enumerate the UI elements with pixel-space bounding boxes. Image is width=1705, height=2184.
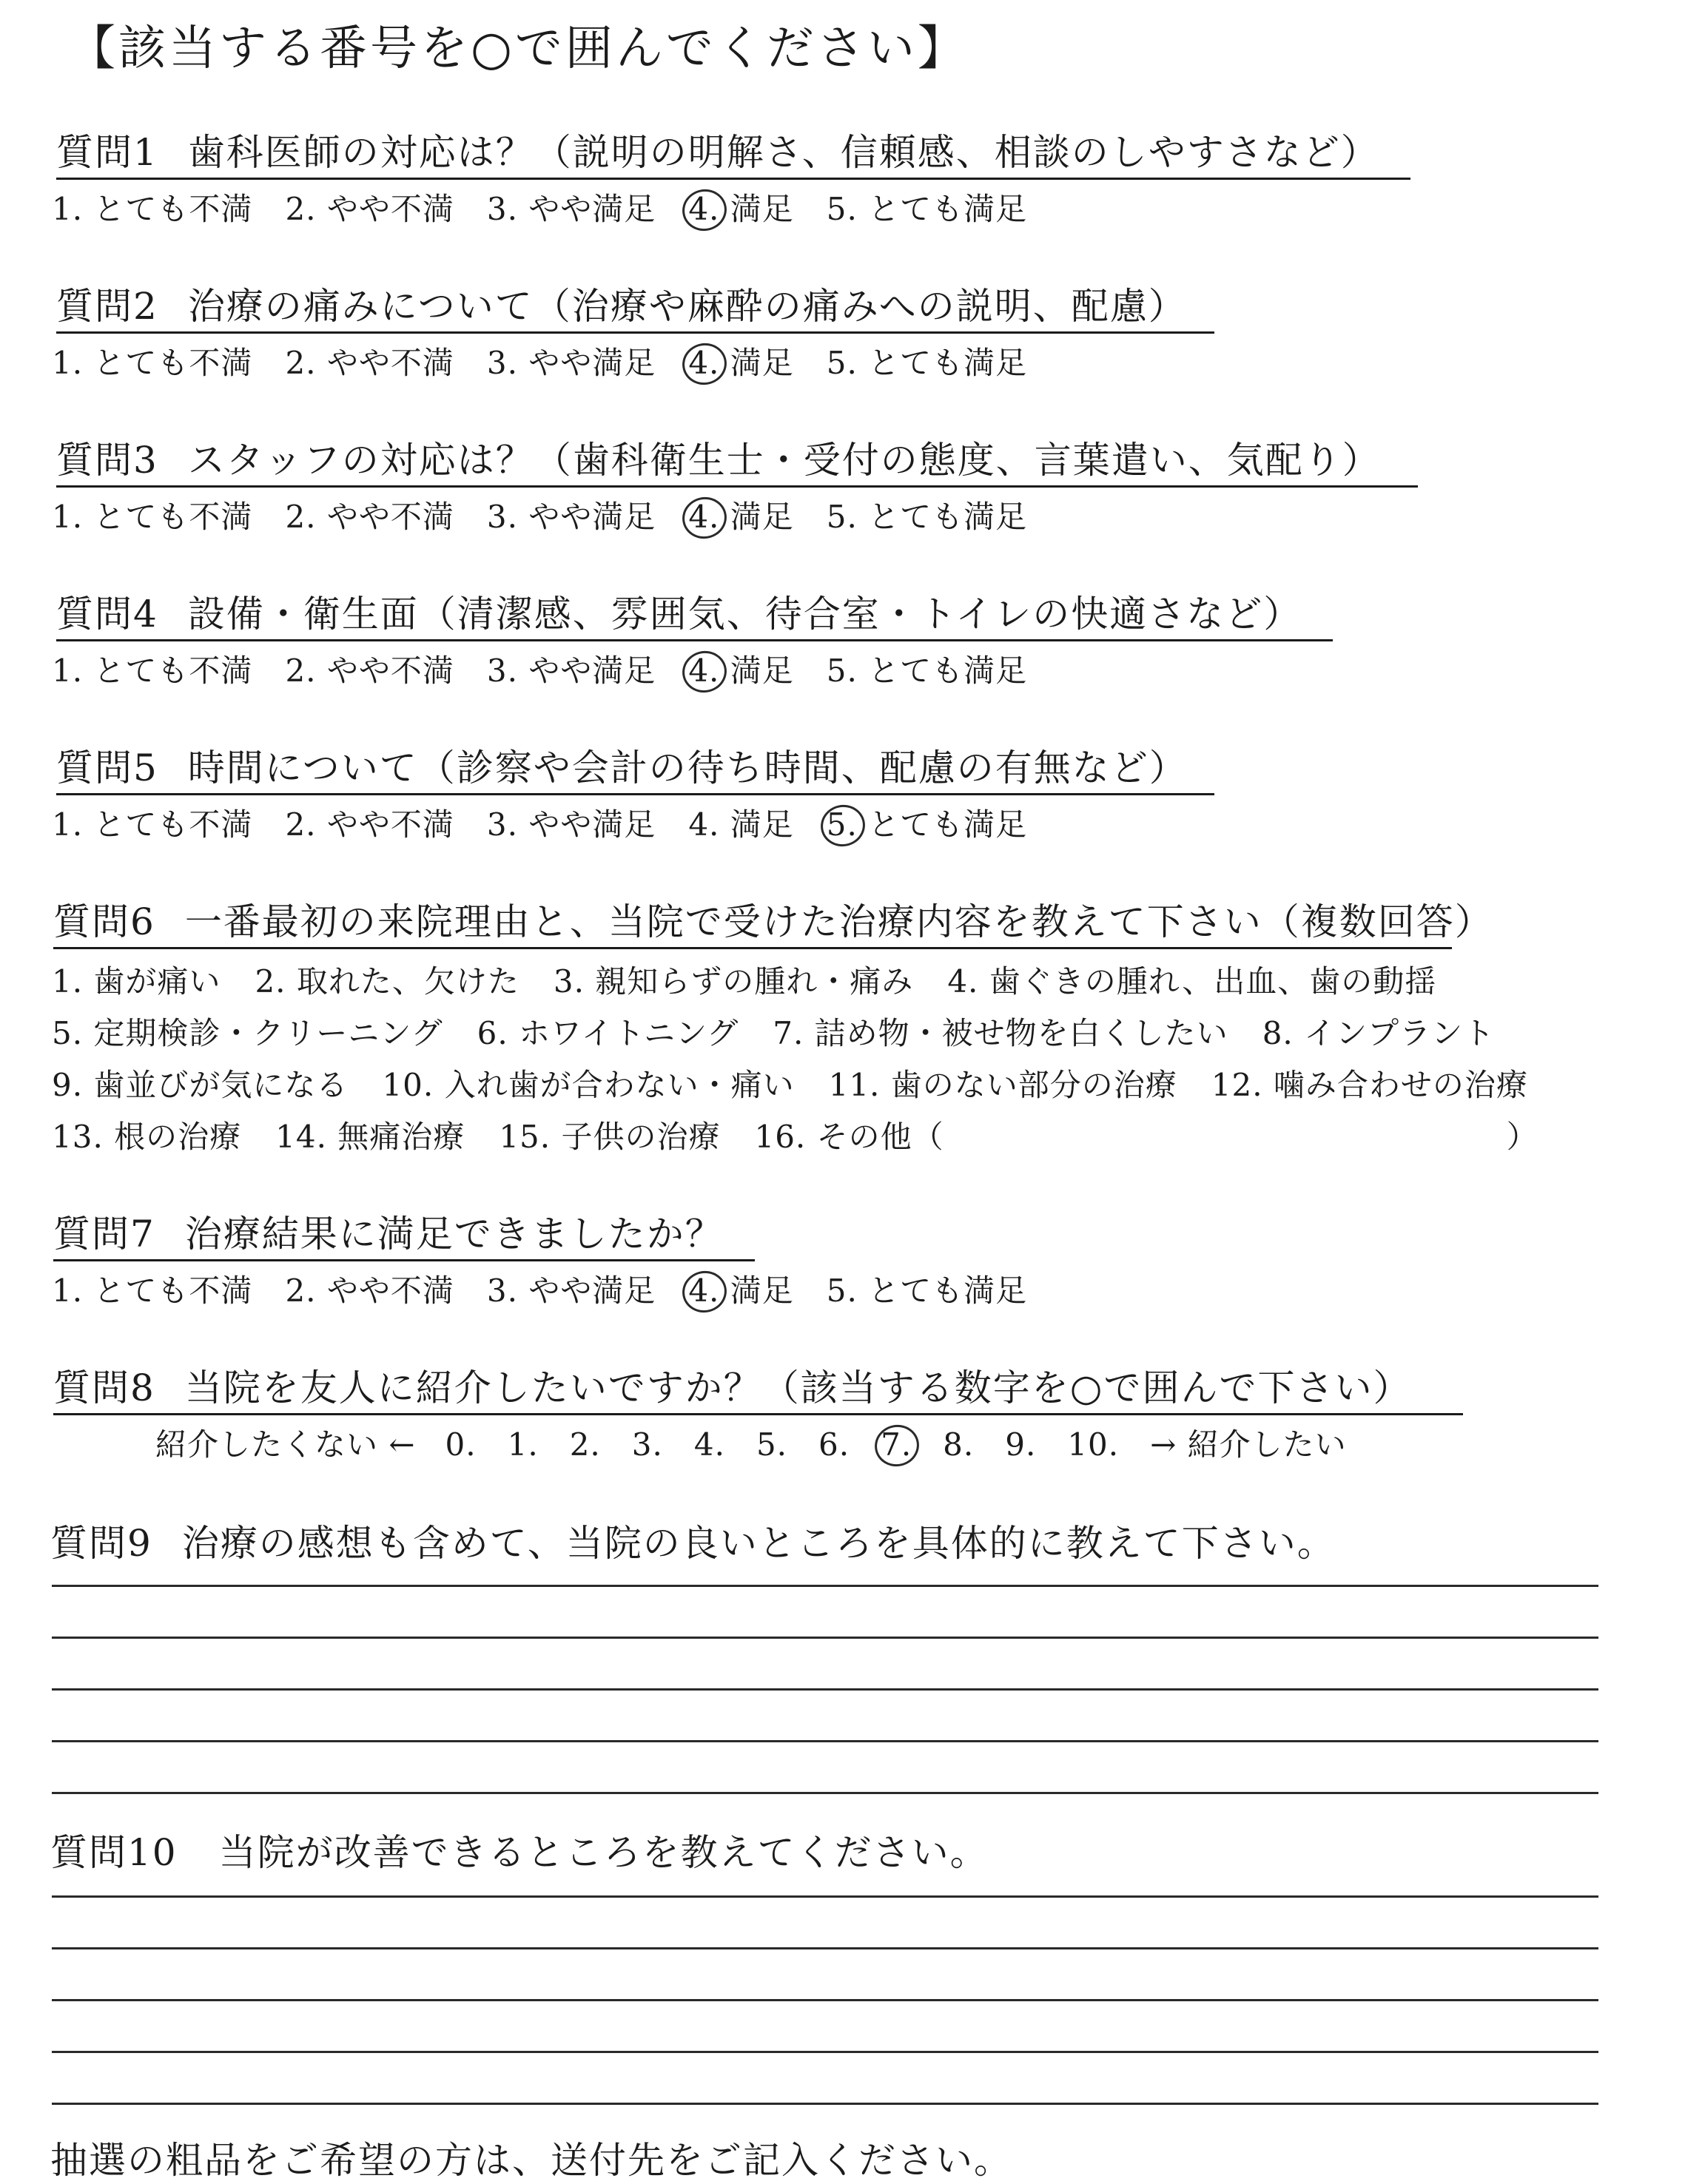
option-5[interactable]: 5. とても満足: [826, 499, 1028, 535]
option-2[interactable]: 2. やや不満: [285, 191, 454, 227]
option-4-selected[interactable]: 4. 満足: [688, 1274, 793, 1308]
option-5-selected[interactable]: 5. とても満足: [827, 808, 1027, 842]
option-2[interactable]: 2. やや不満: [285, 1273, 454, 1309]
question-9: [50, 1523, 1336, 1565]
question-text: 時間について（診察や会計の待ち時間、配慮の有無など）: [187, 746, 1188, 789]
question-underline: [53, 1413, 1463, 1415]
question-number: 質問1: [56, 131, 158, 174]
answer-line[interactable]: [52, 1688, 1598, 1691]
option-4-selected[interactable]: 4. 満足: [688, 654, 793, 688]
options-row: [52, 1008, 1562, 1059]
question-number: 質問6: [53, 900, 155, 943]
footer-note: 抽選の粗品をご希望の方は、送付先をご記入ください。: [50, 2139, 1012, 2182]
option-item[interactable]: 10. 入れ歯が合わない・痛い: [382, 1067, 795, 1103]
answer-line[interactable]: [52, 2103, 1598, 2105]
option-5[interactable]: 5. とても満足: [826, 191, 1028, 227]
option-3[interactable]: 3. やや満足: [486, 499, 656, 535]
option-item[interactable]: 12. 噛み合わせの治療: [1211, 1067, 1528, 1103]
option-item[interactable]: 6. ホワイトニング: [477, 1015, 739, 1051]
scale-8[interactable]: 8.: [943, 1426, 975, 1463]
option-item[interactable]: 8. インプラント: [1262, 1015, 1496, 1051]
answer-options-q7: [52, 1274, 1060, 1308]
question-underline: [53, 1259, 755, 1261]
option-other-open[interactable]: 16. その他（: [754, 1119, 944, 1155]
option-2[interactable]: 2. やや不満: [285, 499, 454, 535]
answer-options-q1: [52, 192, 1060, 226]
scale-1[interactable]: 1.: [507, 1426, 539, 1463]
scale-2[interactable]: 2.: [569, 1426, 601, 1463]
question-underline: [56, 178, 1410, 180]
option-5[interactable]: 5. とても満足: [826, 653, 1028, 689]
option-item[interactable]: 4. 歯ぐきの腫れ、出血、歯の動揺: [947, 963, 1437, 1000]
answer-options-q3: [52, 500, 1060, 534]
scale-4[interactable]: 4.: [693, 1426, 725, 1463]
question-underline: [56, 639, 1333, 641]
option-item[interactable]: 1. 歯が痛い: [52, 963, 221, 1000]
option-1[interactable]: 1. とても不満: [52, 499, 253, 535]
scale-right-label: → 紹介したい: [1150, 1426, 1347, 1463]
option-1[interactable]: 1. とても不満: [52, 653, 253, 689]
answer-line[interactable]: [52, 1585, 1598, 1587]
scale-6[interactable]: 6.: [818, 1426, 850, 1463]
option-item[interactable]: 15. 子供の治療: [499, 1119, 721, 1155]
question-underline: [56, 485, 1418, 488]
question-underline: [53, 947, 1452, 949]
answer-line[interactable]: [52, 1792, 1598, 1794]
question-number: 質問5: [56, 746, 158, 789]
scale-10[interactable]: 10.: [1067, 1426, 1120, 1463]
selection-circle: [871, 1420, 923, 1470]
option-1[interactable]: 1. とても不満: [52, 191, 253, 227]
question-2: [56, 286, 1187, 328]
option-3[interactable]: 3. やや満足: [486, 653, 656, 689]
option-3[interactable]: 3. やや満足: [486, 345, 656, 381]
scale-left-label: 紹介したくない ←: [155, 1426, 416, 1463]
option-item[interactable]: 13. 根の治療: [52, 1119, 242, 1155]
options-row: [52, 1059, 1562, 1111]
question-number: 質問7: [53, 1213, 155, 1256]
question-10: [50, 1832, 989, 1875]
option-item[interactable]: 14. 無痛治療: [275, 1119, 465, 1155]
question-number: 質問3: [56, 439, 158, 482]
question-text: 治療の感想も含めて、当院の良いところを具体的に教えて下さい。: [181, 1522, 1336, 1565]
option-4-selected[interactable]: 4. 満足: [688, 500, 793, 534]
question-number: 質問10: [50, 1831, 178, 1874]
question-5: [56, 747, 1188, 790]
scale-5[interactable]: 5.: [756, 1426, 788, 1463]
option-1[interactable]: 1. とても不満: [52, 345, 253, 381]
question-7: [53, 1213, 724, 1256]
scale-7-selected[interactable]: 7.: [881, 1428, 912, 1462]
question-number: 質問2: [56, 285, 158, 328]
question-text: 設備・衛生面（清潔感、雰囲気、待合室・トイレの快適さなど）: [187, 593, 1302, 636]
question-text: 当院を友人に紹介したいですか？（該当する数字を○で囲んで下さい）: [184, 1366, 1412, 1409]
recommend-scale: [155, 1428, 1347, 1462]
question-number: 質問8: [53, 1366, 155, 1409]
question-8: [53, 1367, 1411, 1410]
question-3: [56, 439, 1381, 482]
option-3[interactable]: 3. やや満足: [486, 191, 656, 227]
option-item[interactable]: 7. 詰め物・被せ物を白くしたい: [773, 1015, 1228, 1051]
option-4[interactable]: 4. 満足: [688, 806, 794, 843]
option-4-selected[interactable]: 4. 満足: [688, 346, 793, 380]
scale-3[interactable]: 3.: [631, 1426, 663, 1463]
question-text: 当院が改善できるところを教えてください。: [218, 1831, 989, 1874]
answer-options-q4: [52, 654, 1060, 688]
option-1[interactable]: 1. とても不満: [52, 806, 253, 843]
form-title: 【該当する番号を○で囲んでください】: [68, 21, 968, 76]
question-6: [53, 901, 1493, 944]
option-2[interactable]: 2. やや不満: [285, 806, 454, 843]
answer-line[interactable]: [52, 1947, 1598, 1949]
option-item[interactable]: 11. 歯のない部分の治療: [828, 1067, 1177, 1103]
answer-options-q5: [52, 808, 1060, 842]
answer-line[interactable]: [52, 1895, 1598, 1898]
option-item[interactable]: 3. 親知らずの腫れ・痛み: [553, 963, 914, 1000]
question-number: 質問4: [56, 593, 158, 636]
option-other-close: ）: [1506, 1119, 1538, 1155]
answer-line[interactable]: [52, 1637, 1598, 1639]
question-1: [56, 132, 1379, 175]
question-text: 治療結果に満足できましたか？: [184, 1213, 724, 1256]
option-3[interactable]: 3. やや満足: [486, 806, 656, 843]
answer-line[interactable]: [52, 1999, 1598, 2001]
question-text: 一番最初の来院理由と、当院で受けた治療内容を教えて下さい（複数回答）: [184, 900, 1493, 943]
answer-line[interactable]: [52, 1740, 1598, 1742]
question-text: 歯科医師の対応は？（説明の明解さ、信頼感、相談のしやすさなど）: [187, 131, 1379, 174]
question-4: [56, 593, 1302, 636]
question-number: 質問9: [50, 1522, 152, 1565]
options-row: [52, 956, 1562, 1008]
answer-options-q2: [52, 346, 1060, 380]
option-2[interactable]: 2. やや不満: [285, 345, 454, 381]
options-row: [52, 1111, 1562, 1163]
option-5[interactable]: 5. とても満足: [826, 345, 1028, 381]
answer-options-q6: [52, 956, 1562, 1163]
option-5[interactable]: 5. とても満足: [826, 1273, 1028, 1309]
question-underline: [56, 793, 1214, 795]
option-3[interactable]: 3. やや満足: [486, 1273, 656, 1309]
option-1[interactable]: 1. とても不満: [52, 1273, 253, 1309]
question-text: スタッフの対応は？（歯科衛生士・受付の態度、言葉遣い、気配り）: [187, 439, 1381, 482]
option-4-selected[interactable]: 4. 満足: [688, 192, 793, 226]
answer-line[interactable]: [52, 2051, 1598, 2053]
option-2[interactable]: 2. やや不満: [285, 653, 454, 689]
scale-9[interactable]: 9.: [1005, 1426, 1037, 1463]
scale-0[interactable]: 0.: [445, 1426, 477, 1463]
question-text: 治療の痛みについて（治療や麻酔の痛みへの説明、配慮）: [187, 285, 1187, 328]
question-underline: [56, 331, 1214, 334]
option-item[interactable]: 2. 取れた、欠けた: [255, 963, 519, 1000]
option-item[interactable]: 5. 定期検診・クリーニング: [52, 1015, 443, 1051]
option-item[interactable]: 9. 歯並びが気になる: [52, 1067, 349, 1103]
